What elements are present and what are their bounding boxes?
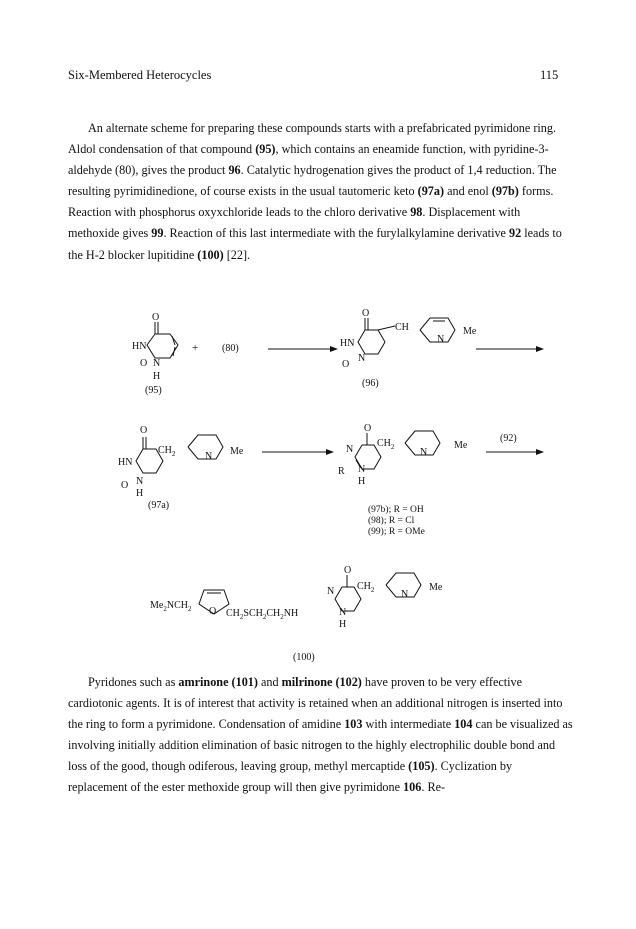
atom-label: Me xyxy=(454,440,468,451)
compound-label-98: (98); R = Cl xyxy=(368,516,415,526)
compound-label-95: (95) xyxy=(145,385,162,396)
atom-label: O xyxy=(364,423,372,434)
atom-label: $CH_2$ xyxy=(377,438,395,451)
atom-label: O xyxy=(140,358,148,369)
arrowhead xyxy=(326,449,334,455)
atom-label: HN xyxy=(132,341,147,352)
atom-label: N xyxy=(437,334,445,345)
arrowhead xyxy=(536,449,544,455)
atom-label: N xyxy=(401,589,409,600)
compound-label-96: (96) xyxy=(362,378,379,389)
atom-label: R xyxy=(338,466,345,477)
atom-label: N xyxy=(339,607,347,618)
atom-label: Me xyxy=(429,582,443,593)
atom-label: N xyxy=(327,586,335,597)
compound-97b-structure xyxy=(355,431,440,469)
atom-label: Me xyxy=(463,326,477,337)
compound-label-100: (100) xyxy=(293,652,315,663)
atom-label: O xyxy=(140,425,148,436)
atom-label: O xyxy=(344,565,352,576)
atom-label: N xyxy=(358,464,366,475)
atom-label: N xyxy=(346,444,354,455)
atom-label: O xyxy=(209,606,217,617)
atom-label: N xyxy=(136,476,144,487)
reagent-80: (80) xyxy=(222,343,239,354)
atom-label: H xyxy=(153,371,161,382)
running-header: Six-Membered Heterocycles xyxy=(68,68,212,82)
atom-label: $Me_2NCH_2$ xyxy=(150,600,192,613)
atom-label: N xyxy=(420,447,428,458)
atom-label: H xyxy=(339,619,347,630)
atom-label: O xyxy=(152,312,160,323)
paragraph-1: An alternate scheme for preparing these compounds starts with a prefabricated pyrimidone ring. Aldol condensation of that compound (95), which contains an eneamide function, with pyridine-3-aldehyde (80), gives the product 96. Catalytic hydrogenation gives the product of 1,4 reduction. The resulting pyrimidinedione, of course exists in the usual tautomeric keto (97a) and enol (97b) forms. Reaction with phosphorus oxyxchloride leads to the chloro derivative 98. Displacement with methoxide gives 99. Reaction of this last intermediate with the furylalkylamine derivative 92 leads to the H-2 blocker lupitidine (100) [22]. xyxy=(68,121,562,262)
atom-label: H xyxy=(358,476,366,487)
arrowhead xyxy=(330,346,338,352)
atom-label: Me xyxy=(230,446,244,457)
atom-label: $CH_2$ xyxy=(158,445,176,458)
reagent-92: (92) xyxy=(500,433,517,444)
atom-label: N xyxy=(358,353,366,364)
compound-label-99: (99); R = OMe xyxy=(368,527,425,537)
atom-label: H xyxy=(136,488,144,499)
atom-label: CH xyxy=(395,322,409,333)
atom-label: O xyxy=(121,480,129,491)
atom-label: O xyxy=(362,308,370,319)
atom-label: HN xyxy=(118,457,133,468)
atom-label: N xyxy=(153,358,161,369)
compound-95-structure xyxy=(147,322,178,358)
atom-label: $CH_2SCH_2CH_2NH$ xyxy=(226,608,299,621)
paragraph-2: Pyridones such as amrinone (101) and milrinone (102) have proven to be very effective cardiotonic agents. It is of interest that activity is retained when an additional nitrogen is inserted into the ring to form a pyrimidone. Condensation of amidine 103 with intermediate 104 can be visualized as involving initially addition elimination of basic nitrogen to the highly electrophilic double bond and loss of the good, though odiferous, leaving group, methyl mercaptide (105). Cyclization by replacement of the ester methoxide group will then give pyrimidone 106. Re- xyxy=(68,675,573,795)
arrowhead xyxy=(536,346,544,352)
compound-label-97a: (97a) xyxy=(148,500,170,511)
plus-sign: + xyxy=(192,342,199,354)
atom-label: HN xyxy=(340,338,355,349)
atom-label: N xyxy=(205,451,213,462)
atom-label: $CH_2$ xyxy=(357,581,375,594)
atom-label: O xyxy=(342,359,350,370)
page-number: 115 xyxy=(540,68,559,82)
compound-label-97b: (97b); R = OH xyxy=(368,505,424,515)
